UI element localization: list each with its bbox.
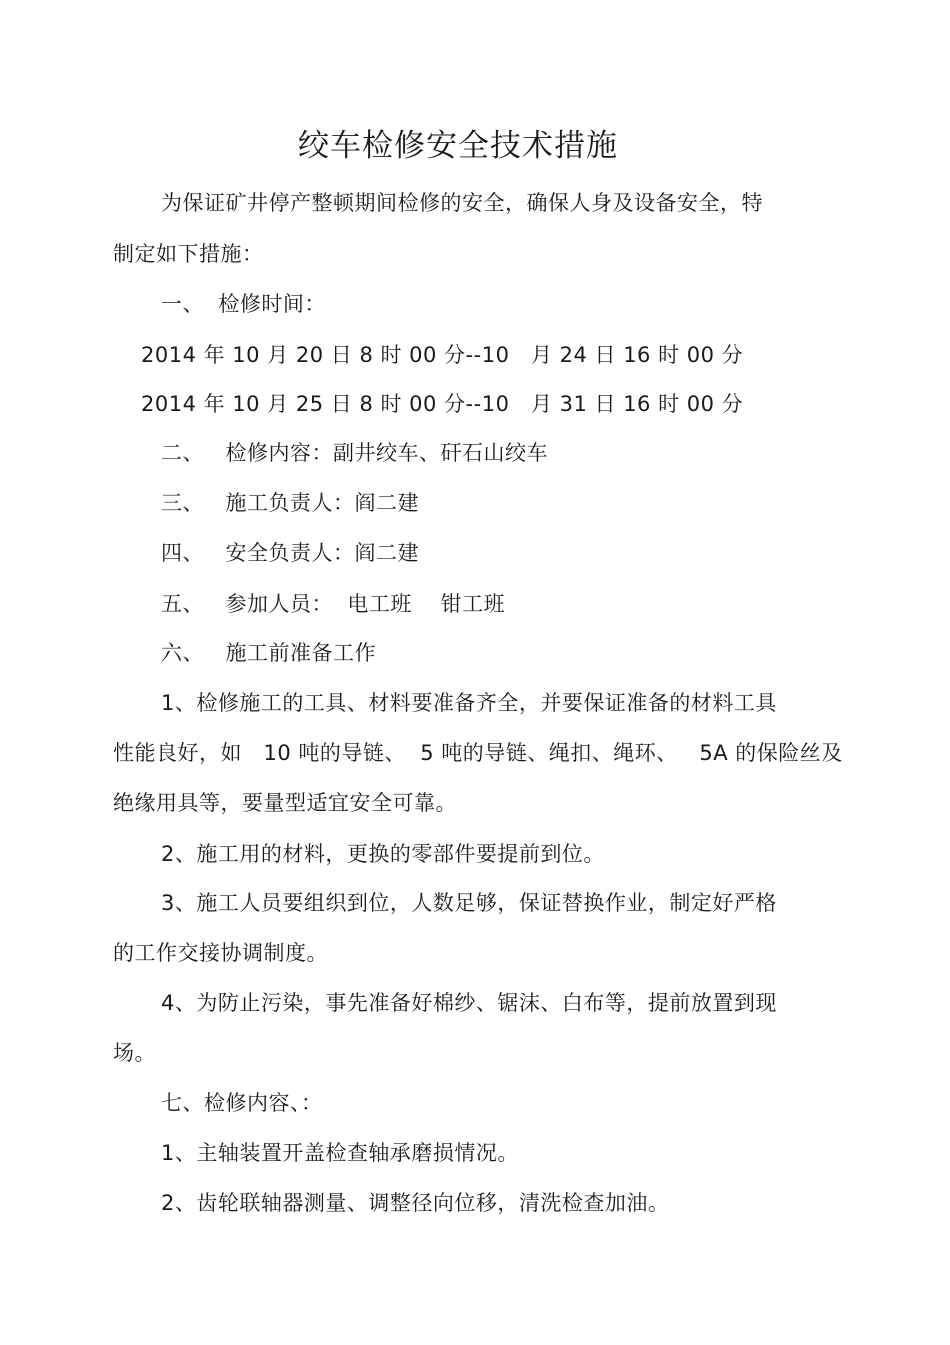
repair-item-1: 1、主轴装置开盖检查轴承磨损情况。 — [161, 1141, 519, 1165]
prep-item-1-line-1: 1、检修施工的工具、材料要准备齐全，并要保证准备的材料工具 — [161, 691, 777, 715]
section-3-construction-lead: 三、 施工负责人：阎二建 — [161, 491, 420, 515]
prep-item-4-line-2: 场。 — [113, 1041, 156, 1065]
prep-item-4-line-1: 4、为防止污染，事先准备好棉纱、锯沫、白布等，提前放置到现 — [161, 991, 777, 1015]
prep-item-2: 2、施工用的材料，更换的零部件要提前到位。 — [161, 842, 605, 866]
prep-item-1-line-2: 性能良好，如 10 吨的导链、 5 吨的导链、绳扣、绳环、 5A 的保险丝及 — [113, 741, 843, 765]
section-1-heading: 一、 检修时间： — [161, 292, 326, 316]
repair-item-2: 2、齿轮联轴器测量、调整径向位移，清洗检查加油。 — [161, 1191, 670, 1215]
section-6-heading: 六、 施工前准备工作 — [161, 641, 377, 665]
intro-line-2: 制定如下措施： — [113, 242, 264, 266]
section-7-heading: 七、检修内容、： — [161, 1091, 323, 1115]
maintenance-time-1: 2014 年 10 月 20 日 8 时 00 分--10 月 24 日 16 时 00 分 — [141, 343, 744, 367]
section-4-safety-lead: 四、 安全负责人：阎二建 — [161, 541, 420, 565]
section-5-participants: 五、 参加人员： 电工班 钳工班 — [161, 592, 506, 616]
section-2-content: 二、 检修内容：副井绞车、矸石山绞车 — [161, 441, 549, 465]
document-title: 绞车检修安全技术措施 — [298, 128, 618, 164]
prep-item-3-line-2: 的工作交接协调制度。 — [113, 941, 328, 965]
intro-line-1: 为保证矿井停产整顿期间检修的安全，确保人身及设备安全，特 — [161, 191, 763, 215]
maintenance-time-2: 2014 年 10 月 25 日 8 时 00 分--10 月 31 日 16 时 00 分 — [141, 392, 744, 416]
prep-item-1-line-3: 绝缘用具等，要量型适宜安全可靠。 — [113, 791, 457, 815]
prep-item-3-line-1: 3、施工人员要组织到位，人数足够，保证替换作业，制定好严格 — [161, 891, 777, 915]
